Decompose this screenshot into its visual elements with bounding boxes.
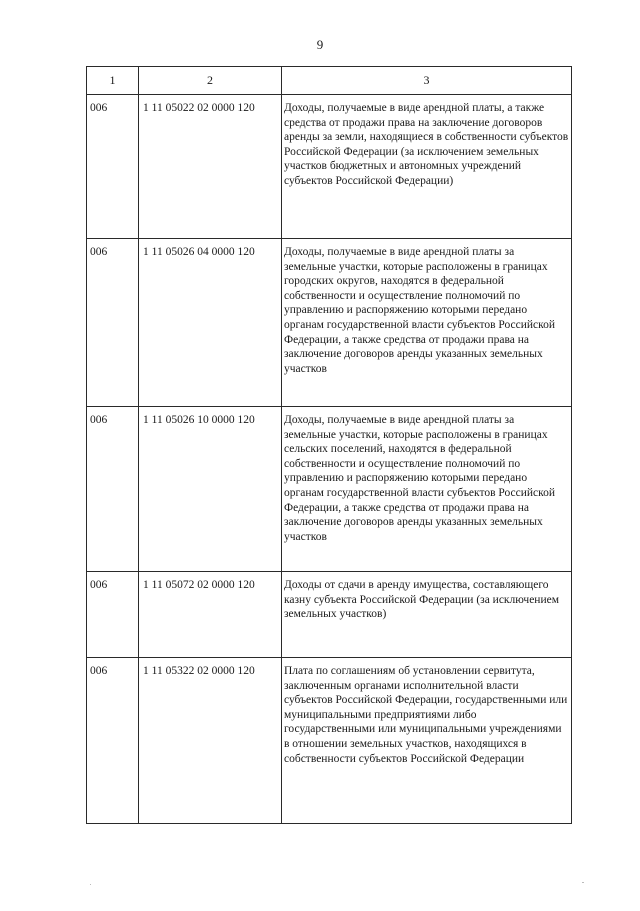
budget-code: 1 11 05026 04 0000 120 — [143, 246, 255, 258]
table-row — [87, 572, 572, 658]
budget-code: 1 11 05022 02 0000 120 — [143, 102, 255, 114]
table-header-row — [87, 67, 572, 95]
budget-code: 1 11 05026 10 0000 120 — [143, 414, 255, 426]
page-number: 9 — [316, 37, 324, 52]
column-header-2: 2 — [139, 67, 282, 95]
admin-code: 006 — [90, 579, 108, 591]
column-header-1: 1 — [87, 67, 139, 95]
admin-code: 006 — [90, 414, 108, 426]
income-description: Доходы, получаемые в виде арендной платы за земельные участки, которые расположены в границах городских округов, находятся в федеральной собственности и осуществление полномочий по управлению и распоряжению которыми передано органам государственной власти субъектов Российской Федерации, а также средства от продажи права на заключение договоров аренды указанных земельных участков — [284, 246, 556, 375]
admin-code: 006 — [90, 665, 108, 677]
column-header-3: 3 — [282, 67, 572, 95]
budget-code: 1 11 05322 02 0000 120 — [143, 665, 255, 677]
admin-code-cell — [87, 572, 139, 658]
scan-speck — [582, 882, 584, 883]
budget-code: 1 11 05072 02 0000 120 — [143, 579, 255, 591]
description-cell — [282, 407, 572, 572]
admin-code-cell — [87, 239, 139, 407]
income-description: Плата по соглашениям об установлении сервитута, заключенным органами исполнительной власти субъектов Российской Федерации, государственными или муниципальными предприятиями либо государственными или муниципальными учреждениями в отношении земельных участков, находящихся в собственности субъектов Российской Федерации — [284, 665, 568, 765]
income-description: Доходы от сдачи в аренду имущества, составляющего казну субъекта Российской Федерации (за исключением земельных участков) — [284, 579, 559, 621]
admin-code-cell — [87, 407, 139, 572]
budget-code-cell — [139, 658, 282, 824]
budget-classification-table — [86, 66, 572, 824]
table-row — [87, 658, 572, 824]
income-description: Доходы, получаемые в виде арендной платы, а также средства от продажи права на заключение договоров аренды за земли, находящиеся в собственности субъектов Российской Федерации (за исключением земельных участков бюджетных и автономных учреждений субъектов Российской Федерации) — [284, 102, 569, 187]
admin-code: 006 — [90, 246, 108, 258]
income-description: Доходы, получаемые в виде арендной платы за земельные участки, которые расположены в границах сельских поселений, находятся в федеральной собственности и осуществление полномочий по управлению и распоряжению которыми передано органам государственной власти субъектов Российской Федерации, а также средства от продажи права на заключение договоров аренды указанных земельных участков — [284, 414, 556, 543]
description-cell — [282, 572, 572, 658]
budget-code-cell — [139, 95, 282, 239]
table-row — [87, 95, 572, 239]
admin-code-cell — [87, 658, 139, 824]
admin-code: 006 — [90, 102, 108, 114]
table-row — [87, 239, 572, 407]
table-row — [87, 407, 572, 572]
description-cell — [282, 95, 572, 239]
budget-code-cell — [139, 407, 282, 572]
scan-speck — [90, 884, 91, 885]
budget-code-cell — [139, 572, 282, 658]
admin-code-cell — [87, 95, 139, 239]
description-cell — [282, 658, 572, 824]
description-cell — [282, 239, 572, 407]
budget-code-cell — [139, 239, 282, 407]
